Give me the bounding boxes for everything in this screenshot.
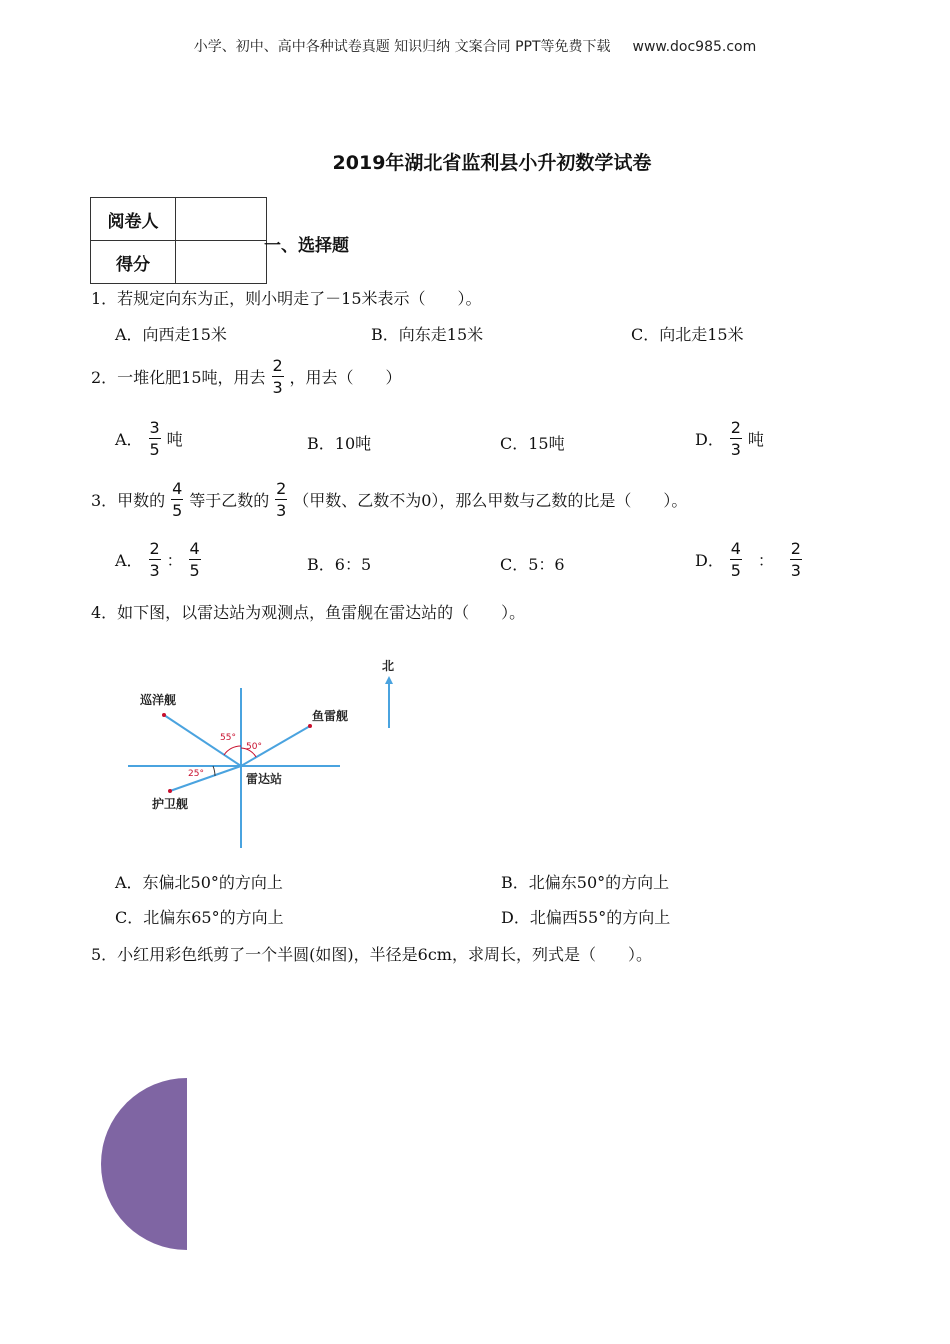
question-3 xyxy=(91,479,687,520)
radar-diagram xyxy=(120,650,420,850)
q2-option-b: B．10吨 xyxy=(307,434,372,453)
question-4: 4．如下图，以雷达站为观测点，鱼雷舰在雷达站的（ ）。 xyxy=(91,603,526,622)
q2-d-unit: 吨 xyxy=(747,430,764,449)
label-north: 北 xyxy=(382,659,395,673)
q3-a-n2: 4 xyxy=(189,539,200,558)
q3-text-post: （甲数、乙数不为0），那么甲数与乙数的比是（ ）。 xyxy=(293,491,688,510)
escort-marker xyxy=(168,789,172,793)
north-arrow-head xyxy=(385,676,393,684)
q3-d-label: D． xyxy=(695,551,724,570)
q2-text-pre: 2．一堆化肥15吨，用去 xyxy=(91,368,266,387)
q2-option-c: C．15吨 xyxy=(500,434,565,453)
q2-text-post: ，用去（ ） xyxy=(289,368,402,387)
label-angle-25: 25° xyxy=(188,769,204,779)
page-title: 2019年湖北省监利县小升初数学试卷 xyxy=(332,152,652,174)
semicircle-shape xyxy=(101,1078,187,1250)
section-heading: 一、选择题 xyxy=(264,236,349,256)
q3-d-n2: 2 xyxy=(790,539,801,558)
q2-a-unit: 吨 xyxy=(166,430,183,449)
score-table-score-cell xyxy=(176,241,267,284)
q3-a-n1: 2 xyxy=(149,539,160,558)
q3-text-mid: 等于乙数的 xyxy=(189,491,270,510)
score-table xyxy=(90,197,267,284)
label-angle-50: 50° xyxy=(246,742,262,752)
q2-fraction xyxy=(272,356,284,397)
q3-d-d2: 3 xyxy=(790,561,801,580)
label-angle-55: 55° xyxy=(220,733,236,743)
q3-d-d1: 5 xyxy=(730,561,741,580)
q4-option-a: A．东偏北50°的方向上 xyxy=(115,873,283,892)
header-site: www.doc985.com xyxy=(632,39,757,55)
label-torpedo: 鱼雷舰 xyxy=(312,709,349,723)
q2-option-d xyxy=(695,418,764,459)
q4-option-c: C．北偏东65°的方向上 xyxy=(115,908,284,927)
cruiser-marker xyxy=(162,713,166,717)
q2-d-fraction xyxy=(730,418,742,459)
q1-option-a: A．向西走15米 xyxy=(115,325,227,344)
q1-option-c: C．向北走15米 xyxy=(631,325,744,344)
q2-d-den: 3 xyxy=(730,440,741,459)
q3-a-frac-1 xyxy=(149,539,161,580)
q3-d-frac-2 xyxy=(790,539,802,580)
question-2 xyxy=(91,356,402,397)
q3-a-sep: ： xyxy=(166,551,183,570)
semicircle-figure xyxy=(100,1076,190,1252)
torpedo-marker xyxy=(308,724,312,728)
q3-option-a xyxy=(115,539,207,580)
q3-a-label: A． xyxy=(115,551,143,570)
q3-fraction-2 xyxy=(275,479,287,520)
question-5: 5．小红用彩色纸剪了一个半圆(如图)，半径是6cm，求周长，列式是（ ）。 xyxy=(91,945,652,964)
q2-a-num: 3 xyxy=(149,418,160,437)
q2-a-label: A． xyxy=(115,430,143,449)
q3-option-c: C．5：6 xyxy=(500,555,565,574)
q4-option-b: B．北偏东50°的方向上 xyxy=(501,873,670,892)
q2-d-label: D． xyxy=(695,430,724,449)
q3-d-sep: ： xyxy=(757,551,774,570)
q2-option-a xyxy=(115,418,183,459)
header-text: 小学、初中、高中各种试卷真题 知识归纳 文案合同 PPT等免费下载 xyxy=(193,39,611,55)
q3-f1-den: 5 xyxy=(172,501,183,520)
q2-a-den: 5 xyxy=(149,440,160,459)
q3-d-frac-1 xyxy=(730,539,742,580)
q3-text-pre: 3．甲数的 xyxy=(91,491,166,510)
q2-a-fraction xyxy=(149,418,161,459)
q1-option-b: B．向东走15米 xyxy=(371,325,484,344)
label-escort: 护卫舰 xyxy=(152,797,189,811)
q3-f2-num: 2 xyxy=(276,479,287,498)
score-table-grader-label: 阅卷人 xyxy=(91,198,176,241)
q3-d-n1: 4 xyxy=(730,539,741,558)
label-cruiser: 巡洋舰 xyxy=(140,693,177,707)
label-radar: 雷达站 xyxy=(246,772,283,786)
q3-option-d xyxy=(695,539,808,580)
q2-d-num: 2 xyxy=(730,418,741,437)
q3-fraction-1 xyxy=(171,479,183,520)
score-table-grader-cell xyxy=(176,198,267,241)
q2-frac-num: 2 xyxy=(272,356,283,375)
page-header xyxy=(0,36,950,56)
q3-a-d1: 3 xyxy=(149,561,160,580)
angle-arc-55 xyxy=(224,746,241,755)
q3-a-frac-2 xyxy=(189,539,201,580)
question-1: 1．若规定向东为正，则小明走了－15米表示（ ）。 xyxy=(91,289,482,308)
q3-a-d2: 5 xyxy=(189,561,200,580)
q3-option-b: B．6：5 xyxy=(307,555,372,574)
q2-frac-den: 3 xyxy=(272,378,283,397)
q4-option-d: D．北偏西55°的方向上 xyxy=(501,908,671,927)
score-table-score-label: 得分 xyxy=(91,241,176,284)
q3-f1-num: 4 xyxy=(172,479,183,498)
ray-escort xyxy=(170,766,241,791)
q3-f2-den: 3 xyxy=(276,501,287,520)
